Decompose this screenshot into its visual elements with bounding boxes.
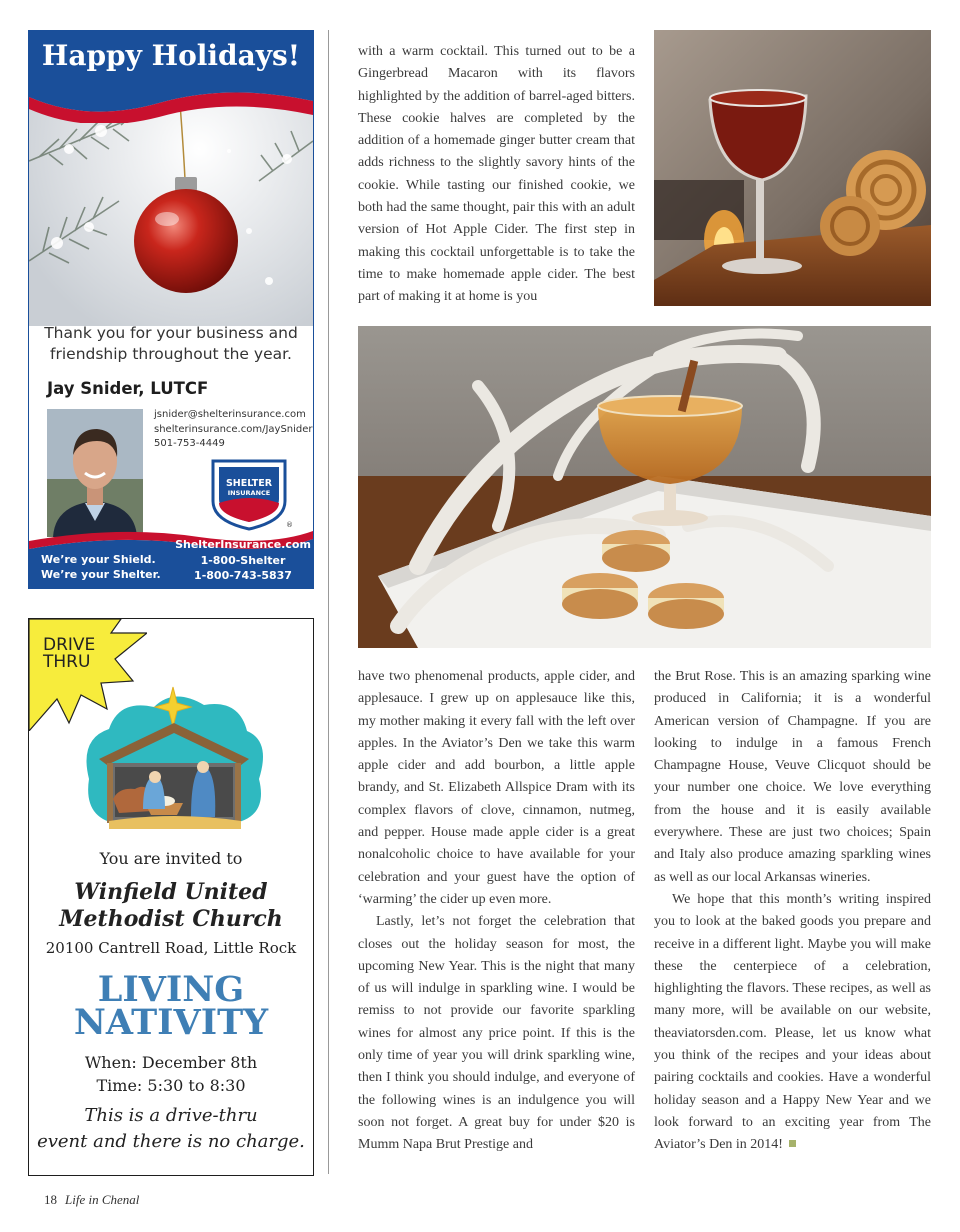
ad-headline: Happy Holidays! <box>41 39 301 72</box>
nativity-scene-icon <box>79 679 269 839</box>
agent-website[interactable]: shelterinsurance.com/JaySnider <box>154 423 313 435</box>
tagline-shelter: We’re your Shelter. <box>41 568 161 581</box>
event-note <box>29 1103 313 1155</box>
page-footer <box>44 1192 139 1208</box>
agent-email[interactable]: jsnider@shelterinsurance.com <box>154 409 306 420</box>
article-paragraph: have two phenomenal products, apple cider, and applesauce. I grew up on applesauce like this, my mother making it every fall with the left over apples. In the Aviator’s Den we take this warm apple cider and add bourbon, a little apple brandy, and St. Elizabeth Allspice Dram with its complex flavors of clove, cinnamon, nutmeg, and pepper. House made apple cider is a great nonalcoholic choice to have available for your celebration and your guest have the option of ‘warming’ the cider up even more. <box>358 669 635 907</box>
logo-text-shelter: SHELTER <box>225 478 273 489</box>
logo-text-insurance: INSURANCE <box>227 489 271 497</box>
cider-and-macarons-photo <box>358 326 931 648</box>
thru-label: THRU <box>43 652 91 672</box>
agent-phone: 501-753-4449 <box>154 438 225 449</box>
event-date: When: December 8th <box>84 1053 258 1072</box>
end-of-article-square-icon <box>789 1140 796 1147</box>
shelter-contact-block <box>175 537 311 584</box>
drive-thru-label <box>43 637 95 671</box>
church-name-line2: Methodist Church <box>59 906 283 932</box>
article-paragraph: Lastly, let’s not forget the celebration that closes out the holiday season for most, the upcoming New Year. This is the night that many of us will indulge in sparkling wine. I would be remiss to not provide our favorite sparkling wines for almost any price point. If this is the only time of year you will drink sparkling wine, then I think you should indulge, and everyone of the following wines is an indulgence you will soon not forget. A great buy for under $20 is Mumm Napa Brut Prestige and <box>358 914 635 1153</box>
invitation-text: You are invited to <box>99 849 243 868</box>
living-nativity-ad <box>28 618 314 1176</box>
article-column-3 <box>654 666 931 1157</box>
event-note-line2: event and there is no charge. <box>37 1131 305 1152</box>
thank-you-message: Thank you for your business and friendship throughout the year. <box>44 324 298 363</box>
publication-name: Life in Chenal <box>65 1192 140 1207</box>
cocktail-and-cookies-photo <box>654 30 931 306</box>
article-paragraph: the Brut Rose. This is an amazing sparking wine produced in California; it is a wonderful American version of Champagne. If you are looking to indulge in a famous French Champagne House, Veuve Clicquot should be your number one choice. We love everything from the house and it is easily available everywhere. These are just two choices; Spain and Italy also produce amazing sparkling wines as well as our local Arkansas wineries. <box>654 669 931 885</box>
shelter-phone-digits: 1-800-743-5837 <box>194 569 292 582</box>
agent-name: Jay Snider, LUTCF <box>47 379 209 398</box>
registered-mark: ® <box>286 521 293 529</box>
column-divider <box>328 30 329 1174</box>
agent-contact-info <box>154 408 313 452</box>
event-title-line1: LIVING <box>97 969 245 1010</box>
tagline-shield: We’re your Shield. <box>41 553 156 566</box>
article-closing-text: We hope that this month’s writing inspired you to look at the baked goods you prepare and receive in a different light. Maybe you will make these the centerpiece of a celebration, highlighting the flavors. These recipes, as well as many more, will be available on our website, theaviatorsden.com. Please, let us know what you think of the recipes and your ideas about pairing cocktails and cookies. Have a wonderful holiday season and a Happy New Year and we look forward to an exciting year from The Aviator’s Den in 2014! <box>654 891 931 1153</box>
event-title-line2: NATIVITY <box>73 1002 269 1043</box>
shelter-insurance-ad <box>28 30 314 589</box>
event-note-line1: This is a drive-thru <box>84 1105 258 1126</box>
shelter-phone-words: 1-800-Shelter <box>200 553 286 567</box>
event-schedule <box>29 1051 313 1097</box>
article-paragraph: with a warm cocktail. This turned out to be a Gingerbread Macaron with its flavors highlighted by the addition of barrel-aged bitters. These cookie halves are completed by the addition of a homemade ginger butter cream that adds richness to the slightly savory hints of the cookie. While tasting our finished cookie, we both had the same thought, pair this with an adult version of Hot Apple Cider. The first step in making this cocktail unforgettable is to take the time to make homemade apple cider. The best part of making it at home is you <box>358 44 635 305</box>
article-column-1 <box>358 41 635 309</box>
drive-label: DRIVE <box>43 635 96 655</box>
page-number: 18 <box>44 1192 57 1207</box>
church-name-line1: Winfield United <box>74 879 268 905</box>
shelter-shield-logo-icon <box>211 459 287 531</box>
church-address: 20100 Cantrell Road, Little Rock <box>45 939 297 957</box>
event-time: Time: 5:30 to 8:30 <box>96 1076 246 1095</box>
article-paragraph <box>654 889 931 1157</box>
article-column-2 <box>358 666 635 1157</box>
church-name <box>29 879 313 933</box>
event-title <box>29 969 313 1043</box>
shelter-website[interactable]: ShelterInsurance.com <box>175 538 311 551</box>
shelter-tagline <box>41 552 161 582</box>
